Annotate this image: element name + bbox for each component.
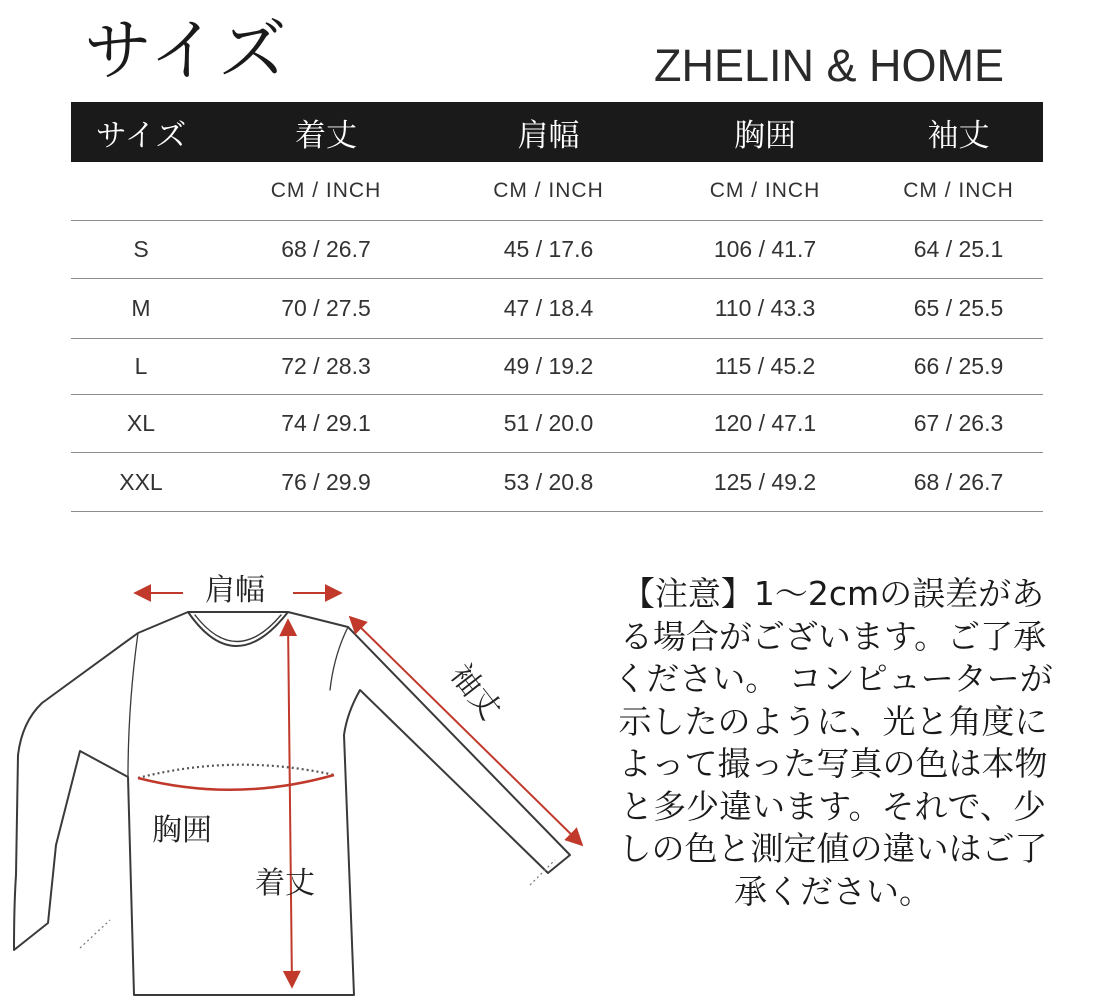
table-row (71, 279, 1043, 339)
chest-measure-front (138, 775, 334, 790)
shoulder-cell: 47 / 18.4 (503, 295, 594, 321)
chest-label: 胸囲 (152, 813, 212, 848)
header-sleeve: 袖丈 (927, 117, 990, 154)
table-header (71, 102, 1043, 162)
sleeve-cell: 66 / 25.9 (913, 353, 1004, 379)
length-label: 着丈 (255, 866, 315, 901)
shirt-illustration (0, 555, 600, 1000)
length-cell: 74 / 29.1 (281, 410, 371, 436)
size-cell: XXL (119, 468, 163, 495)
size-table (71, 102, 1043, 512)
size-cell: S (133, 236, 149, 262)
header-length: 着丈 (295, 117, 357, 154)
unit-row (71, 162, 1043, 221)
header-chest: 胸囲 (734, 117, 796, 154)
shoulder-cell: 51 / 20.0 (503, 410, 594, 436)
length-cell: 72 / 28.3 (281, 353, 371, 379)
shoulder-cell: 49 / 19.2 (503, 353, 594, 379)
table-row (71, 453, 1043, 512)
chest-cell: 120 / 47.1 (713, 410, 817, 436)
length-cell: 68 / 26.7 (281, 236, 371, 262)
table-row (71, 221, 1043, 279)
size-cell: M (131, 295, 151, 321)
table-row (71, 395, 1043, 453)
sleeve-arrow (350, 617, 582, 845)
size-cell: L (134, 353, 148, 379)
brand-name: ZHELIN & HOME (654, 40, 1005, 91)
chest-cell: 115 / 45.2 (714, 353, 816, 379)
sleeve-cell: 64 / 25.1 (913, 236, 1004, 262)
length-arrow (288, 620, 292, 987)
chest-cell: 125 / 49.2 (713, 468, 817, 495)
chest-cell: 106 / 41.7 (713, 236, 817, 262)
table-row (71, 339, 1043, 395)
unit-cell: CM / INCH (493, 179, 604, 202)
unit-cell: CM / INCH (903, 179, 1014, 202)
unit-cell: CM / INCH (270, 179, 382, 202)
sleeve-cell: 65 / 25.5 (913, 295, 1004, 321)
sleeve-cell: 68 / 26.7 (913, 468, 1004, 495)
sleeve-cell: 67 / 26.3 (913, 410, 1004, 436)
header-size: サイズ (95, 117, 187, 154)
garment-diagram (0, 555, 600, 1000)
length-cell: 76 / 29.9 (281, 468, 371, 495)
size-cell: XL (126, 410, 156, 436)
length-cell: 70 / 27.5 (281, 295, 371, 321)
chest-cell: 110 / 43.3 (714, 295, 816, 321)
unit-cell: CM / INCH (709, 179, 821, 202)
caution-note: 【注意】1〜2cmの誤差がある場合がございます。ご了承ください。 コンピューターが示したのように、光と角度によって撮った写真の色は本物と多少違います。それで、少しの色と測定値の違いはご了承ください。 (613, 574, 1053, 911)
shoulder-cell: 53 / 20.8 (503, 468, 594, 495)
shoulder-cell: 45 / 17.6 (503, 236, 594, 262)
chest-measure-back (138, 765, 334, 778)
header-shoulder: 肩幅 (517, 117, 580, 154)
sleeve-label: 袖丈 (442, 657, 508, 727)
shoulder-label: 肩幅 (205, 573, 265, 608)
page-title: サイズ (84, 12, 289, 91)
